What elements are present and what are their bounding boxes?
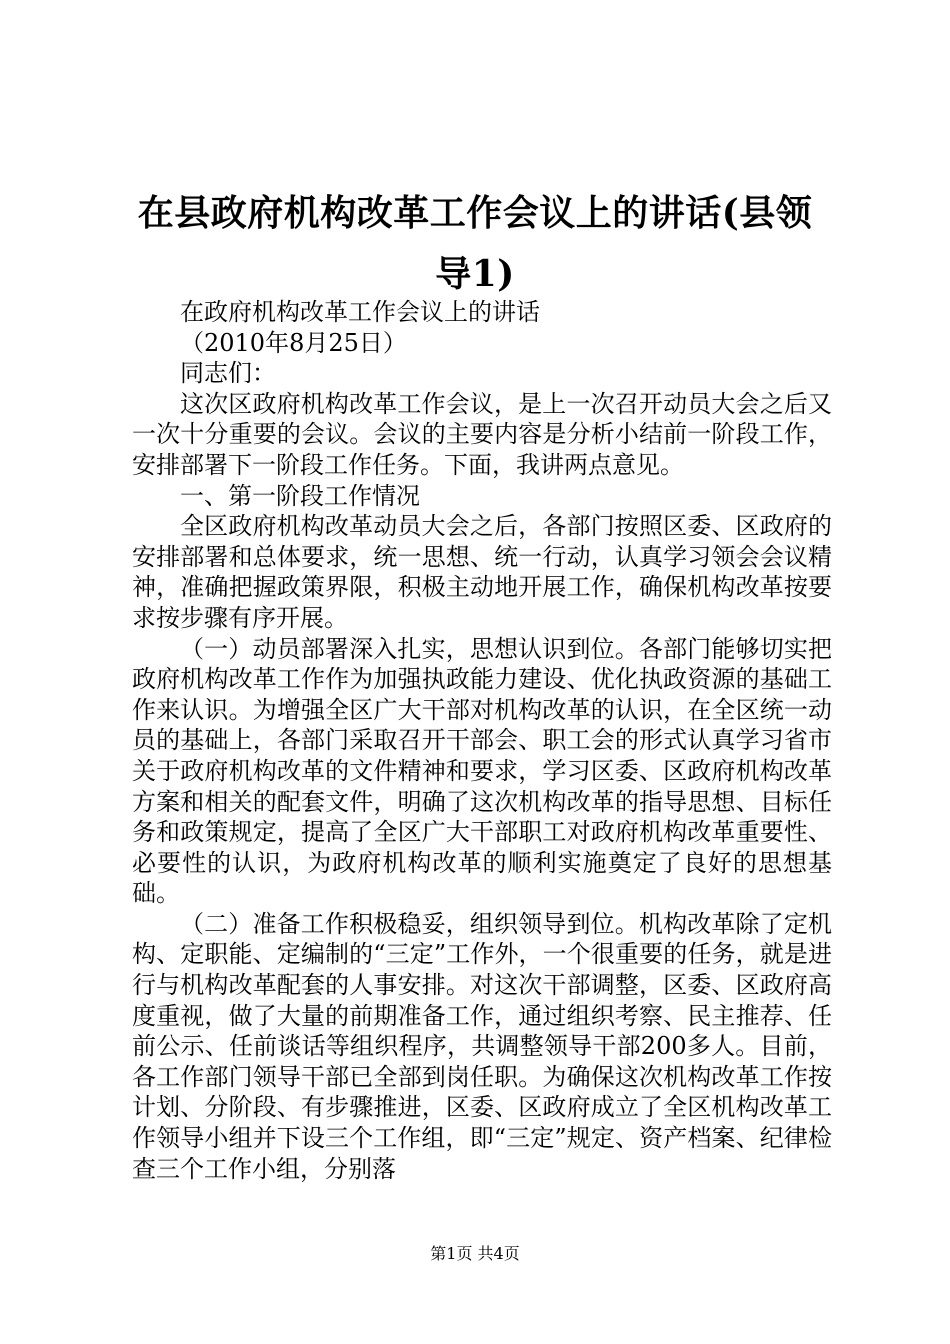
paragraph-section-1: 全区政府机构改革动员大会之后，各部门按照区委、区政府的安排部署和总体要求，统一思想、统一行动，认真学习领会会议精神，准确把握政策界限，积极主动地开展工作，确保机构改革按要求按步骤有序开展。 [132,512,832,632]
speech-date: （2010年8月25日） [180,328,407,357]
speech-subtitle: 在政府机构改革工作会议上的讲话 [180,298,540,326]
document-title: 在县政府机构改革工作会议上的讲话(县领导1) [137,192,813,295]
paragraph-intro: 这次区政府机构改革工作会议，是上一次召开动员大会之后又一次十分重要的会议。会议的主要内容是分析小结前一阶段工作，安排部署下一阶段工作任务。下面，我讲两点意见。 [132,389,832,479]
speech-greeting: 同志们： [180,359,276,388]
paragraph-item-2: （二）准备工作积极稳妥，组织领导到位。机构改革除了定机构、定职能、定编制的“三定”工作外，一个很重要的任务，就是进行与机构改革配套的人事安排。对这次干部调整，区委、区政府高度重视，做了大量的前期准备工作，通过组织考察、民主推荐、任前公示、任前谈话等组织程序，共调整领导干部200多人。目前，各工作部门领导干部已全部到岗任职。为确保这次机构改革工作按计划、分阶段、有步骤推进，区委、区政府成立了全区机构改革工作领导小组并下设三个工作组，即“三定”规定、资产档案、纪律检查三个工作小组，分别落 [132,909,832,1183]
paragraph-item-1: （一）动员部署深入扎实，思想认识到位。各部门能够切实把政府机构改革工作作为加强执政能力建设、优化执政资源的基础工作来认识。为增强全区广大干部对机构改革的认识，在全区统一动员的基础上，各部门采取召开干部会、职工会的形式认真学习省市关于政府机构改革的文件精神和要求，学习区委、区政府机构改革方案和相关的配套文件，明确了这次机构改革的指导思想、目标任务和政策规定，提高了全区广大干部职工对政府机构改革重要性、必要性的认识，为政府机构改革的顺利实施奠定了良好的思想基础。 [132,634,832,908]
section-heading-1: 一、第一阶段工作情况 [180,481,420,510]
page-footer: 第1页 共4页 [430,1244,520,1263]
document-body [132,297,832,1184]
